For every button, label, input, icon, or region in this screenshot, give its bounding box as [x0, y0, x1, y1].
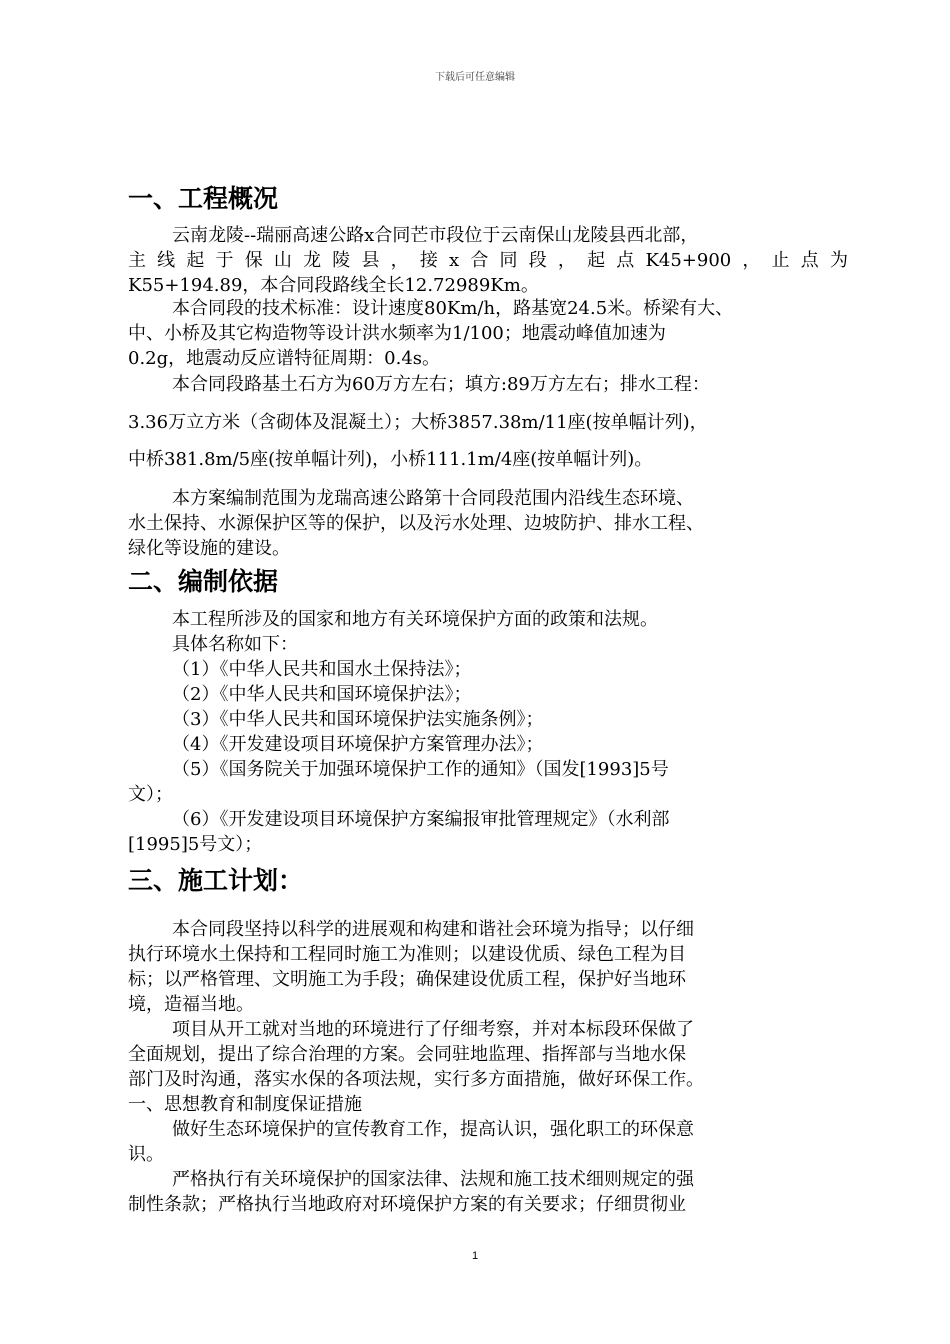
paragraph-line: 云南龙陵--瑞丽高速公路x合同芒市段位于云南保山龙陵县西北部，: [172, 225, 699, 246]
paragraph-line: 境，造福当地。: [128, 994, 254, 1015]
list-item: （4）《开发建设项目环境保护方案管理办法》；: [172, 734, 544, 755]
paragraph-line: 严格执行有关环境保护的国家法律、法规和施工技术细则规定的强: [172, 1169, 694, 1190]
list-item: 文）；: [128, 784, 173, 805]
paragraph-line: 执行环境水土保持和工程同时施工为准则；以建设优质、绿色工程为目: [128, 944, 686, 965]
list-item: （1）《中华人民共和国水土保持法》；: [172, 659, 472, 680]
list-item: （6）《开发建设项目环境保护方案编报审批管理规定》（水利部: [172, 809, 670, 830]
paragraph-line: 本工程所涉及的国家和地方有关环境保护方面的政策和法规。: [172, 609, 658, 630]
section-heading-basis: 二、编制依据: [128, 567, 279, 596]
paragraph-line: 0.2g，地震动反应谱特征周期：0.4s。: [128, 348, 441, 369]
list-item: [1995]5号文）；: [128, 834, 263, 855]
subheading: 一、思想教育和制度保证措施: [128, 1094, 362, 1115]
paragraph-line: 主线起于保山龙陵县，接x合同段，起点K45+900，止点为: [128, 250, 848, 271]
paragraph-line: 制性条款；严格执行当地政府对环境保护方案的有关要求；仔细贯彻业: [128, 1194, 686, 1215]
paragraph-line: 水土保持、水源保护区等的保护，以及污水处理、边坡防护、排水工程、: [128, 513, 704, 534]
paragraph-line: K55+194.89，本合同段路线全长12.72989Km。: [128, 275, 539, 296]
section-heading-plan: 三、施工计划：: [128, 866, 304, 895]
list-item: （3）《中华人民共和国环境保护法实施条例》；: [172, 709, 544, 730]
paragraph-line: 本方案编制范围为龙瑞高速公路第十合同段范围内沿线生态环境、: [172, 488, 694, 509]
page-header: 下载后可任意编辑: [435, 72, 515, 83]
paragraph-line: 全面规划，提出了综合治理的方案。会同驻地监理、指挥部与当地水保: [128, 1044, 686, 1065]
list-item: （2）《中华人民共和国环境保护法》；: [172, 684, 472, 705]
list-item: （5）《国务院关于加强环境保护工作的通知》（国发[1993]5号: [172, 759, 669, 780]
paragraph-line: 绿化等设施的建设。: [128, 538, 290, 559]
paragraph-line: 项目从开工就对当地的环境进行了仔细考察，并对本标段环保做了: [172, 1019, 694, 1040]
paragraph-line: 本合同段路基土石方为60万方左右；填方:89万方左右；排水工程：: [172, 374, 710, 395]
paragraph-line: 本合同段坚持以科学的进展观和构建和谐社会环境为指导；以仔细: [172, 919, 694, 940]
section-heading-overview: 一、工程概况: [128, 184, 279, 213]
paragraph-line: 3.36万立方米（含砌体及混凝土）；大桥3857.38m/11座(按单幅计列)，: [128, 412, 708, 433]
list-title: 具体名称如下：: [172, 634, 298, 655]
paragraph-line: 做好生态环境保护的宣传教育工作，提高认识，强化职工的环保意: [172, 1119, 694, 1140]
paragraph-line: 识。: [128, 1144, 164, 1165]
paragraph-line: 中桥381.8m/5座(按单幅计列)，小桥111.1m/4座(按单幅计列)。: [128, 449, 653, 470]
page-number: 1: [471, 1250, 479, 1262]
paragraph-line: 部门及时沟通，落实水保的各项法规，实行多方面措施，做好环保工作。: [128, 1069, 704, 1090]
paragraph-line: 标；以严格管理、文明施工为手段；确保建设优质工程，保护好当地环: [128, 969, 686, 990]
paragraph-line: 本合同段的技术标准：设计速度80Km/h，路基宽24.5米。桥梁有大、: [172, 298, 734, 319]
paragraph-line: 中、小桥及其它构造物等设计洪水频率为1/100；地震动峰值加速为: [128, 323, 666, 344]
